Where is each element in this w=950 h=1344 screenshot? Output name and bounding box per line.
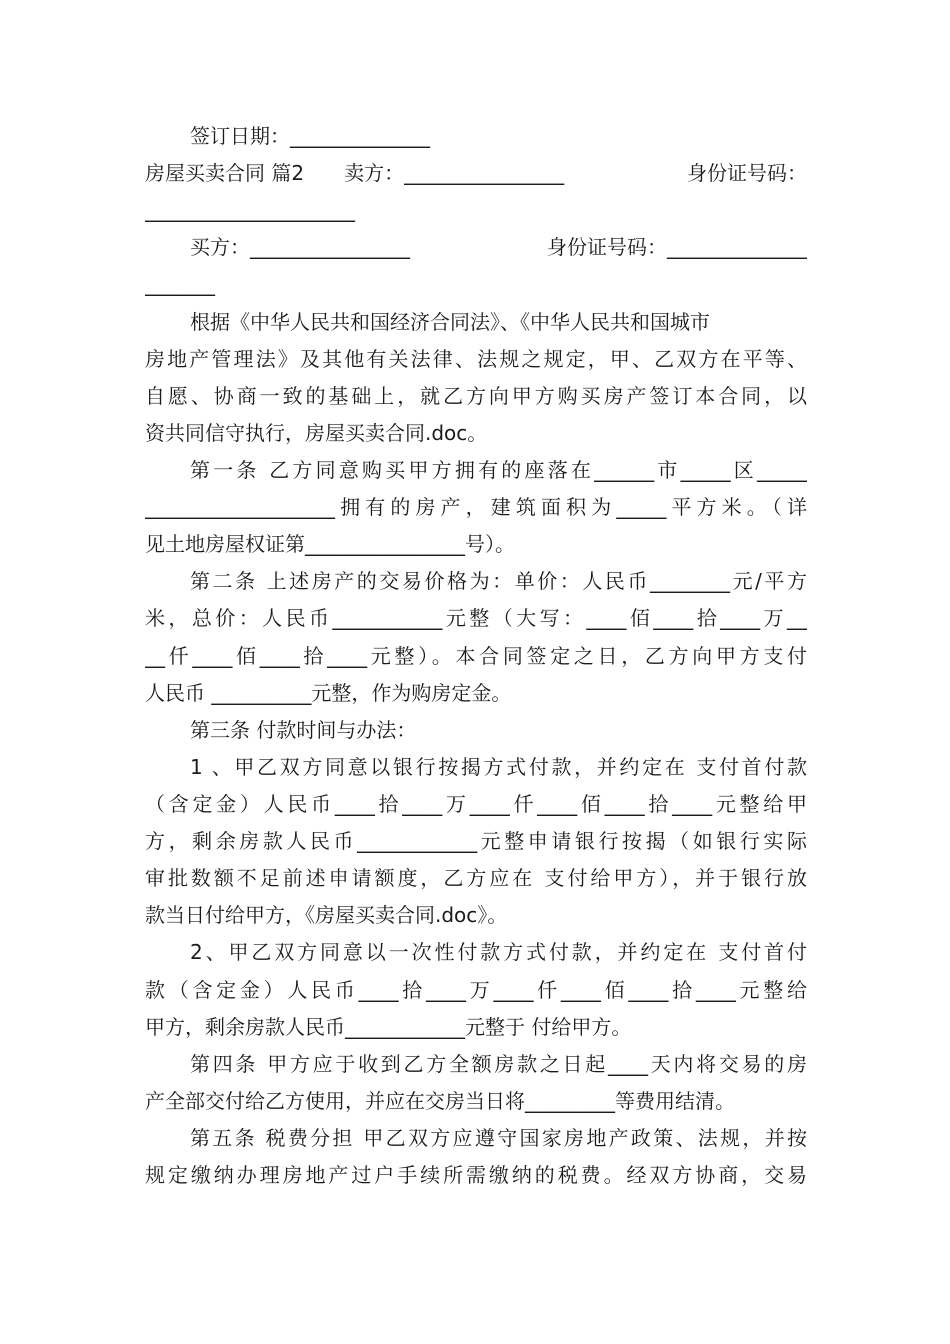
sign-date: 签订日期：______________ bbox=[190, 124, 430, 148]
article5-line: 规定缴纳办理房地产过户手续所需缴纳的税费。经双方协商，交易 bbox=[145, 1163, 807, 1187]
article3-title: 第三条 付款时间与办法： bbox=[190, 718, 417, 742]
preamble-line: 资共同信守执行，房屋买卖合同.doc。 bbox=[145, 421, 488, 445]
seller-id-blank: _____________________ bbox=[145, 198, 355, 222]
article3-clause2-line: 2、甲乙双方同意以一次性付款方式付款，并约定在 支付首付 bbox=[190, 940, 807, 964]
article3-clause1-line: 审批数额不足前述申请额度，乙方应在 支付给甲方），并于银行放 bbox=[145, 866, 807, 890]
article4-line: 产全部交付给乙方使用，并应在交房当日将_________等费用结清。 bbox=[145, 1089, 735, 1113]
parties-buyer-line bbox=[190, 233, 807, 261]
article2-line: 第二条 上述房产的交易价格为：单价：人民币________元/平方 bbox=[190, 569, 807, 593]
article3-clause1-line: （含定金）人民币____拾____万____仟____佰____拾____元整给甲 bbox=[145, 792, 807, 816]
article4-line: 第四条 甲方应于收到乙方全额房款之日起____天内将交易的房 bbox=[190, 1052, 807, 1076]
article3-clause1-line: 1 、甲乙双方同意以银行按揭方式付款，并约定在 支付首付款 bbox=[190, 755, 807, 779]
buyer: 买方：________________ bbox=[190, 235, 410, 259]
buyer-id: 身份证号码：______________ bbox=[547, 235, 807, 259]
article5-line: 第五条 税费分担 甲乙双方应遵守国家房地产政策、法规，并按 bbox=[190, 1126, 807, 1150]
article1-line: 第一条 乙方同意购买甲方拥有的座落在______市_____区_____ bbox=[190, 458, 807, 482]
preamble-line: 根据《中华人民共和国经济合同法》、《中华人民共和国城市 bbox=[190, 310, 710, 334]
article1-line: 见土地房屋权证第________________号）。 bbox=[145, 532, 515, 556]
preamble-line: 自愿、协商一致的基础上，就乙方向甲方购买房产签订本合同，以 bbox=[145, 384, 807, 408]
article2-line: 米，总价：人民币___________元整（大写：____佰____拾____万__ bbox=[145, 606, 807, 630]
article3-clause2-line: 款（含定金）人民币____拾____万____仟____佰____拾____元整给 bbox=[145, 978, 807, 1002]
article1-line: ___________________拥有的房产，建筑面积为_____平方米。（详 bbox=[145, 495, 807, 519]
preamble-line: 房地产管理法》及其他有关法律、法规之规定，甲、乙双方在平等、 bbox=[145, 347, 807, 371]
article3-clause1-line: 方，剩余房款人民币____________元整申请银行按揭（如银行实际 bbox=[145, 829, 807, 853]
article3-clause1-line: 款当日付给甲方，《房屋买卖合同.doc》。 bbox=[145, 903, 508, 927]
article2-line: __仟____佰____拾____元整）。本合同签定之日，乙方向甲方支付 bbox=[145, 644, 807, 668]
article2-line: 人民币 __________元整，作为购房定金。 bbox=[145, 681, 512, 705]
buyer-id-blank: _______ bbox=[145, 272, 215, 296]
seller-id-label: 身份证号码： bbox=[687, 161, 807, 185]
article3-clause2-line: 甲方，剩余房款人民币____________元整于 付给甲方。 bbox=[145, 1015, 632, 1039]
parties-seller-line bbox=[145, 159, 807, 187]
title-and-seller: 房屋买卖合同 篇2 卖方：________________ bbox=[145, 161, 565, 185]
